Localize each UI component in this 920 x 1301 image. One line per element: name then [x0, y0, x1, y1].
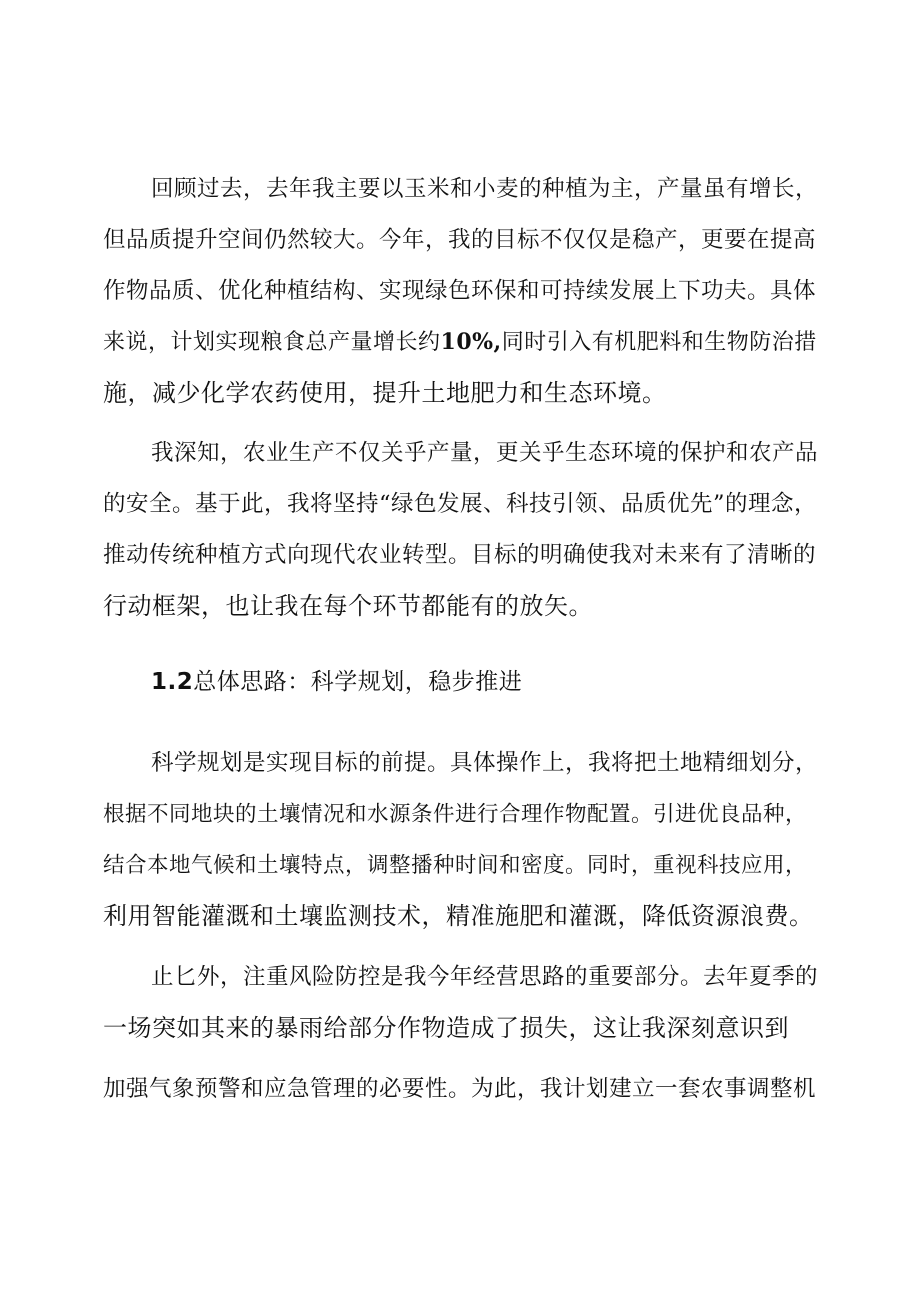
percentage-value: 10%,: [440, 329, 502, 355]
paragraph-line: 根据不同地块的土壤情况和水源条件进行合理作物配置。引进优良品种，: [103, 802, 808, 827]
paragraph-line: 我深知，农业生产不仅关乎产量，更关乎生态环境的保护和农产品: [151, 440, 819, 466]
section-number: 1.2: [151, 669, 194, 695]
paragraph-line: 作物品质、优化种植结构、实现绿色环保和可持续发展上下功夫。具体: [103, 278, 817, 304]
paragraph-goals: [103, 164, 821, 419]
paragraph-line: 行动框架，也让我在每个环节都能有的放矢。: [103, 592, 593, 620]
paragraph-line: 的安全。基于此，我将坚持“绿色发展、科技引领、品质优先”的理念，: [103, 491, 818, 517]
paragraph-line: 回顾过去，去年我主要以玉米和小麦的种植为主，产量虽有增长，: [151, 176, 819, 202]
paragraph-line: 科学规划是实现目标的前提。具体操作上，我将把土地精细划分，: [151, 750, 819, 776]
text-run: 来说，计划实现粮食总产量增长约: [103, 330, 441, 355]
paragraph-line: 加强气象预警和应急管理的必要性。为此，我计划建立一套农事调整机: [103, 1076, 817, 1102]
paragraph-line: 施，减少化学农药使用，提升土地肥力和生态环境。: [103, 379, 667, 407]
paragraph-line: 结合本地气候和土壤特点，调整播种时间和密度。同时，重视科技应用，: [103, 853, 808, 878]
paragraph-line: 但品质提升空间仍然较大。今年，我的目标不仅仅是稳产，更要在提高: [103, 227, 817, 253]
paragraph-line: 利用智能灌溉和土壤监测技术，精准施肥和灌溉，降低资源浪费。: [103, 902, 814, 930]
paragraph-risk-continued: [103, 1064, 821, 1115]
paragraph-line: 止匕外，注重风险防控是我今年经营思路的重要部分。去年夏季的: [151, 964, 819, 990]
paragraph-line: [103, 317, 821, 368]
text-run: 同时引入有机肥料和生物防治措: [501, 330, 817, 355]
section-heading: [151, 662, 522, 702]
section-title: 总体思路：科学规划，稳步推进: [193, 669, 523, 695]
paragraph-line: 一场突如其来的暴雨给部分作物造成了损失，这让我深刻意识到: [103, 1014, 789, 1042]
paragraph-philosophy: [103, 428, 821, 632]
paragraph-planning: [103, 738, 821, 942]
paragraph-risk: [103, 952, 821, 1054]
paragraph-line: 推动传统种植方式向现代农业转型。目标的明确使我对未来有了清晰的: [103, 542, 817, 568]
